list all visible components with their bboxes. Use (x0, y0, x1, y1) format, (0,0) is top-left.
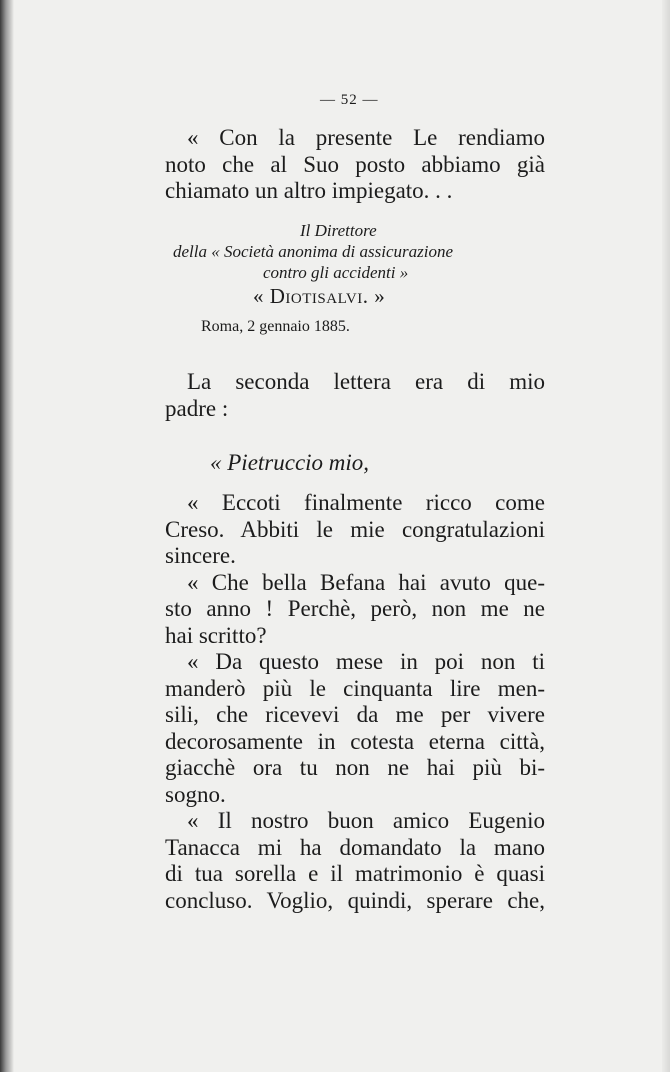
text-line: manderò più le cinquanta lire men- (165, 675, 545, 701)
text-line: La seconda lettera era di mio (187, 369, 545, 394)
text-line: sili, che ricevevi da me per vivere (165, 702, 545, 727)
text-line: noto che al Suo posto abbiamo già (165, 151, 545, 177)
page-edge (662, 0, 670, 1072)
text-line: hai scritto? (165, 622, 267, 648)
text-line: Creso. Abbiti le mie congratulazioni (165, 516, 545, 542)
text-line: sogno. (165, 781, 226, 807)
text-line: Tanacca mi ha domandato la mano (165, 834, 545, 860)
signature-title: Il Direttore (300, 221, 377, 240)
signature-company: della « Società anonima di assicurazione (173, 242, 454, 261)
text-line: « Da questo mese in poi non ti (187, 649, 545, 674)
text-line: sto anno ! Perchè, però, non me ne (165, 596, 545, 621)
narration-paragraph (165, 369, 545, 422)
text-line: « Che bella Befana hai avuto que- (187, 569, 545, 595)
page-binding-shadow (0, 0, 14, 1072)
text-line: « Eccoti finalmente ricco come (187, 490, 545, 515)
letter-body (165, 490, 545, 914)
signer-name: « Diotisalvi. » (253, 284, 386, 308)
letter-salutation: « Pietruccio mio, (210, 450, 370, 475)
text-line: sincere. (165, 543, 236, 568)
text-line: decorosamente in cotesta eterna città, (165, 728, 545, 754)
opening-paragraph (165, 125, 545, 205)
signature-company-cont: contro gli accidenti » (263, 263, 409, 282)
text-line: di tua sorella e il matrimonio è quasi (165, 861, 545, 886)
text-line: concluso. Voglio, quindi, sperare che, (165, 887, 545, 913)
page-number: — 52 — (320, 92, 379, 108)
text-line: « Il nostro buon amico Eugenio (187, 808, 545, 833)
text-line: chiamato un altro impiegato. . . (165, 178, 453, 203)
text-line: padre : (165, 395, 229, 421)
text-line: « Con la presente Le rendiamo (187, 125, 545, 150)
text-line: giacchè ora tu non ne hai più bi- (165, 755, 545, 780)
dateline: Roma, 2 gennaio 1885. (201, 318, 350, 335)
